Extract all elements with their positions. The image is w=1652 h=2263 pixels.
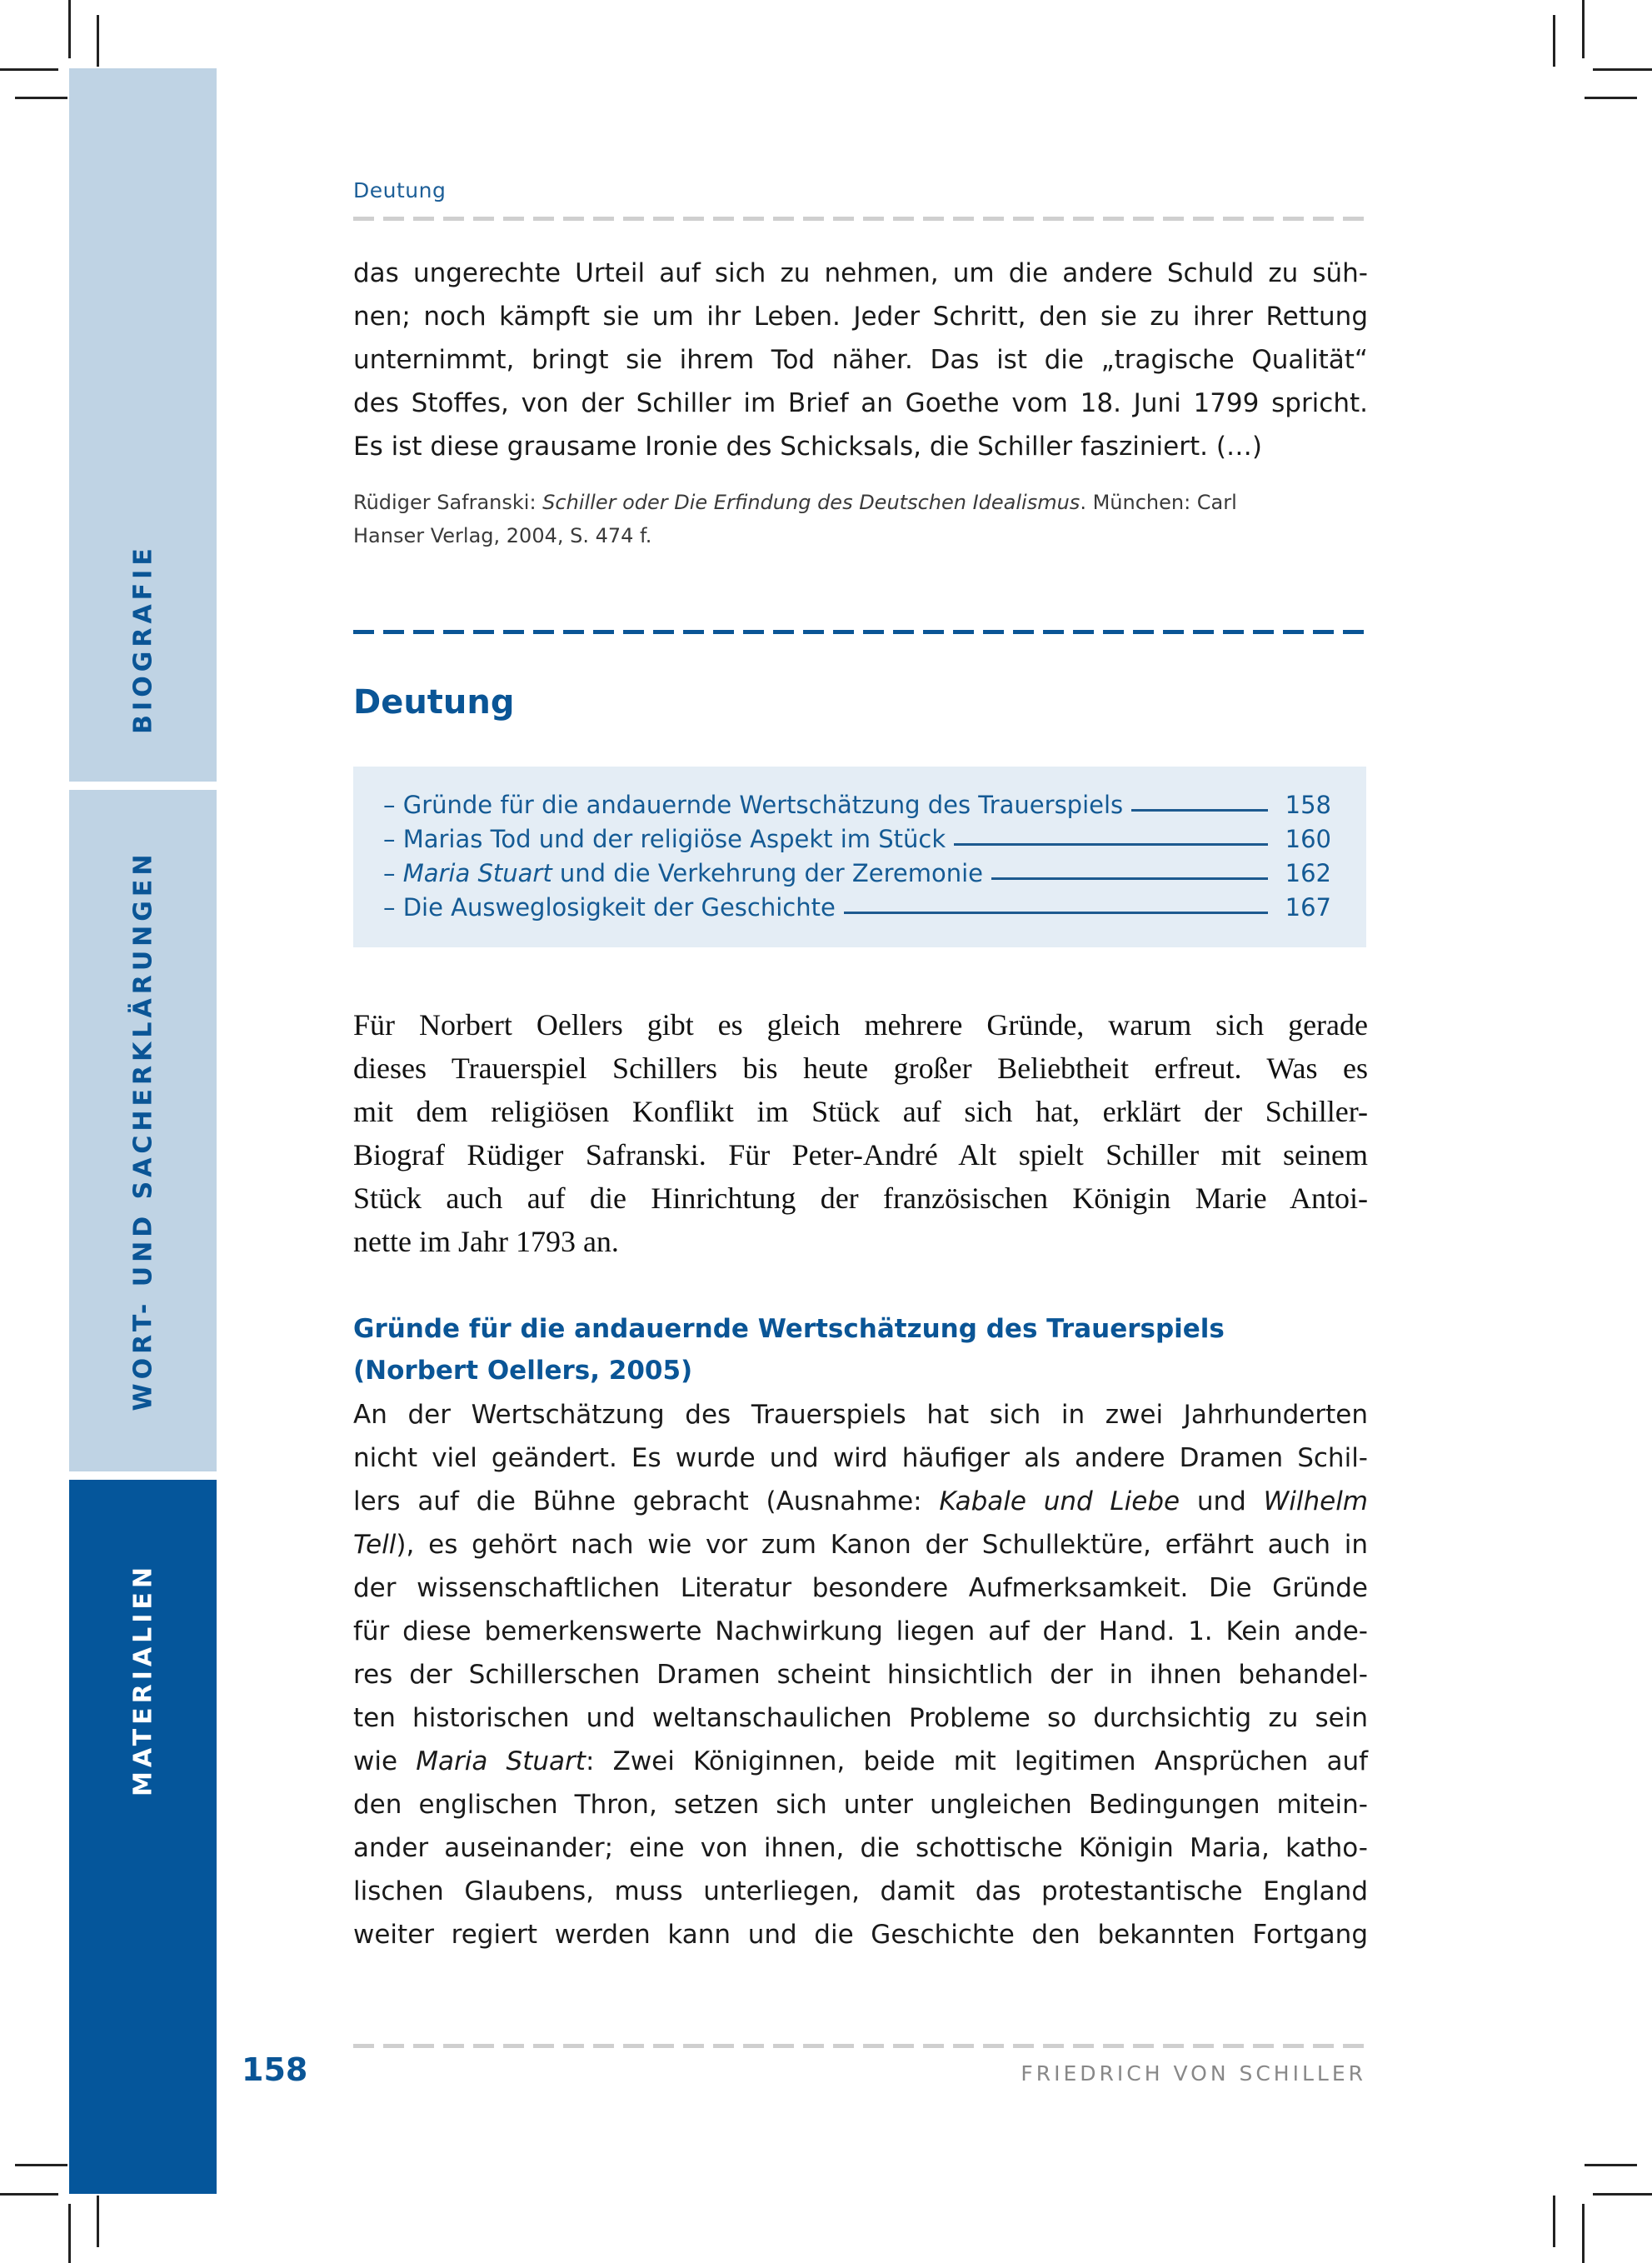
citation-details: Hanser Verlag, 2004, S. 474 f. [353, 524, 652, 547]
crop-mark [1593, 2193, 1652, 2196]
body-line: An der Wertschätzung des Trauerspiels hat sich in zwei Jahrhunderten [353, 1400, 1368, 1430]
running-head: Deutung [353, 178, 447, 202]
tab-materialien[interactable] [69, 1480, 217, 2194]
crop-mark [0, 2193, 58, 2196]
intro-line: dieses Trauerspiel Schillers bis heute großer Beliebtheit erfreut. Was es [353, 1052, 1368, 1085]
quote-line: unternimmt, bringt sie ihrem Tod näher. Das ist die „tragische Qualität“ [353, 345, 1368, 375]
citation-publisher: . München: Carl [1080, 491, 1237, 514]
crop-mark [1553, 15, 1555, 67]
source-citation [353, 486, 1368, 552]
crop-mark [97, 15, 99, 67]
crop-mark [1585, 97, 1637, 99]
work-title: Kabale und Liebe [939, 1486, 1180, 1516]
work-title: Wilhelm [1263, 1486, 1369, 1516]
body-text-segment: lers auf die Bühne gebracht (Ausnahme: [353, 1486, 940, 1516]
toc-leader [844, 912, 1268, 914]
toc-leader [1131, 809, 1268, 812]
body-text-segment: wie [353, 1746, 417, 1776]
toc-title: Marias Tod und der religiöse Aspekt im Stück [402, 825, 946, 853]
body-line: für diese bemerkenswerte Nachwirkung liegen auf der Hand. 1. Kein ande- [353, 1616, 1368, 1646]
toc-dash: – [383, 825, 403, 853]
intro-line: mit dem religiösen Konflikt im Stück auf sich hat, erklärt der Schiller- [353, 1095, 1368, 1128]
toc-dash: – [383, 859, 403, 887]
body-text-segment: und [1180, 1486, 1264, 1516]
page-number: 158 [242, 2051, 308, 2088]
intro-paragraph [353, 1003, 1368, 1263]
crop-mark [1585, 2164, 1637, 2166]
toc-page: 167 [1285, 893, 1331, 922]
body-line [353, 1480, 1368, 1523]
body-line: ander auseinander; eine von ihnen, die schottische Königin Maria, katho- [353, 1833, 1368, 1863]
body-line: weiter regiert werden kann und die Geschichte den bekannten Fortgang [353, 1920, 1368, 1950]
toc-leader [954, 843, 1268, 846]
toc-dash: – [383, 791, 403, 819]
body-paragraph [353, 1393, 1368, 1956]
toc-page: 158 [1285, 791, 1331, 819]
toc-page: 162 [1285, 859, 1331, 887]
quote-line: des Stoffes, von der Schiller im Brief an Goethe vom 18. Juni 1799 spricht. [353, 388, 1368, 418]
body-line: der wissenschaftlichen Literatur besondere Aufmerksamkeit. Die Gründe [353, 1573, 1368, 1603]
crop-mark [1582, 0, 1585, 58]
toc-entry[interactable] [383, 785, 1331, 819]
toc-italic: Maria Stuart [402, 859, 552, 887]
crop-mark [1582, 2204, 1585, 2263]
subheading-line: (Norbert Oellers, 2005) [353, 1356, 693, 1386]
section-divider [353, 630, 1368, 634]
quote-block [353, 252, 1368, 468]
header-divider [353, 217, 1368, 221]
work-title: Tell [353, 1530, 397, 1560]
tab-label: WORT- UND SACHERKLÄRUNGEN [128, 850, 157, 1411]
crop-mark [68, 2204, 71, 2263]
intro-line: Biograf Rüdiger Safranski. Für Peter-André Alt spielt Schiller mit seinem [353, 1138, 1368, 1171]
quote-line: Es ist diese grausame Ironie des Schicksals, die Schiller fasziniert. (…) [353, 432, 1263, 462]
citation-author: Rüdiger Safranski: [353, 491, 543, 514]
body-line: ten historischen und weltanschaulichen Probleme so durchsichtig zu sein [353, 1703, 1368, 1733]
body-line [353, 1523, 1368, 1566]
crop-mark [15, 2164, 67, 2166]
body-line: nicht viel geändert. Es wurde und wird häufiger als andere Dramen Schil- [353, 1443, 1368, 1473]
crop-mark [68, 0, 71, 58]
toc-entry[interactable] [383, 819, 1331, 853]
body-line [353, 1740, 1368, 1783]
toc-page: 160 [1285, 825, 1331, 853]
subheading-line: Gründe für die andauernde Wertschätzung des Trauerspiels [353, 1314, 1225, 1344]
toc-title: Gründe für die andauernde Wertschätzung des Trauerspiels [402, 791, 1124, 819]
crop-mark [97, 2196, 99, 2247]
intro-line: Stück auch auf die Hinrichtung der französischen Königin Marie Antoi- [353, 1181, 1368, 1215]
section-toc [353, 767, 1366, 947]
tab-biografie[interactable] [69, 68, 217, 782]
toc-entry[interactable] [383, 887, 1331, 922]
tab-wort-und-sacherklaerungen[interactable] [69, 790, 217, 1471]
toc-title: Die Ausweglosigkeit der Geschichte [402, 893, 836, 922]
crop-mark [0, 68, 58, 71]
crop-mark [1593, 68, 1652, 71]
work-title: Maria Stuart [416, 1746, 586, 1776]
citation-title: Schiller oder Die Erfindung des Deutschen Idealismus [542, 491, 1081, 514]
toc-title: und die Verkehrung der Zeremonie [551, 859, 983, 887]
toc-leader [991, 877, 1268, 880]
tab-label: BIOGRAFIE [128, 543, 157, 734]
book-title: FRIEDRICH VON SCHILLER [1021, 2061, 1366, 2086]
body-line: res der Schillerschen Dramen scheint hinsichtlich der in ihnen behandel- [353, 1660, 1368, 1690]
intro-line: Für Norbert Oellers gibt es gleich mehrere Gründe, warum sich gerade [353, 1008, 1368, 1042]
section-heading: Deutung [353, 683, 515, 722]
body-text-segment: : Zwei Königinnen, beide mit legitimen Ansprüchen auf [585, 1746, 1369, 1776]
body-line: den englischen Thron, setzen sich unter ungleichen Bedingungen mitein- [353, 1790, 1368, 1820]
subsection-heading [353, 1308, 1368, 1391]
body-line: lischen Glaubens, muss unterliegen, damit das protestantische England [353, 1876, 1368, 1906]
toc-dash: – [383, 893, 403, 922]
crop-mark [1553, 2196, 1555, 2247]
body-text-segment: ), es gehört nach wie vor zum Kanon der Schullektüre, erfährt auch in [396, 1530, 1368, 1560]
footer-divider [353, 2044, 1368, 2048]
tab-label: MATERIALIEN [128, 1562, 157, 1796]
intro-line: nette im Jahr 1793 an. [353, 1225, 619, 1258]
crop-mark [15, 97, 67, 99]
toc-entry[interactable] [383, 853, 1331, 887]
quote-line: das ungerechte Urteil auf sich zu nehmen, um die andere Schuld zu süh- [353, 258, 1368, 288]
quote-line: nen; noch kämpft sie um ihr Leben. Jeder Schritt, den sie zu ihrer Rettung [353, 302, 1368, 332]
